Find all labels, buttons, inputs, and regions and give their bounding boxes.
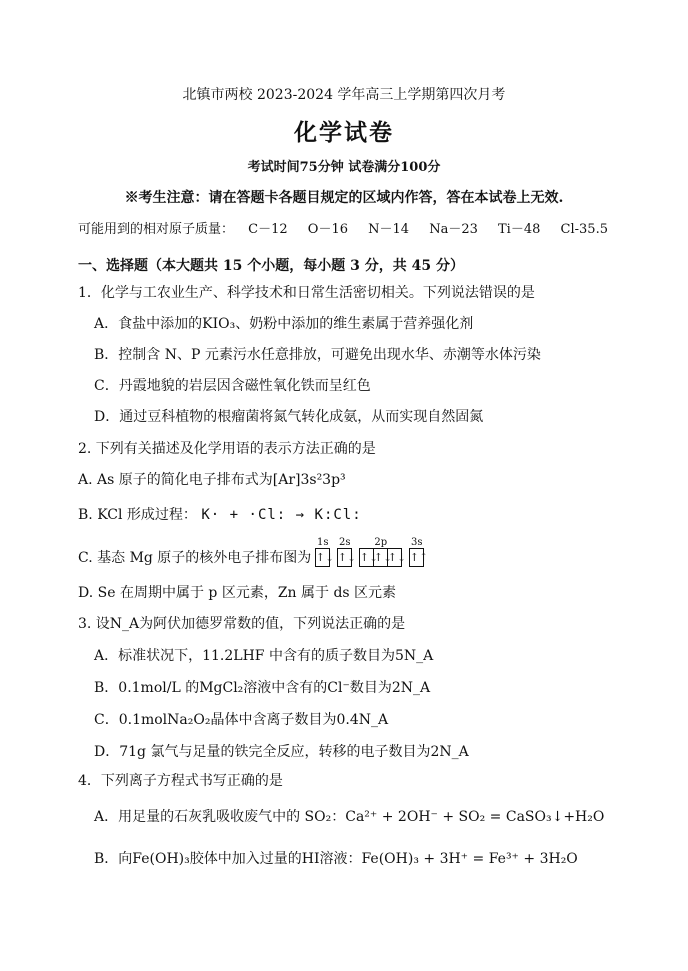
option-c-prefix: C. 基态 Mg 原子的核外电子排布图为	[78, 550, 312, 566]
school-line: 北镇市两校 2023-2024 学年高三上学期第四次月考	[182, 87, 506, 103]
question-4-option-b: B．向Fe(OH)₃胶体中加入过量的HI溶液：Fe(OH)₃ + 3H⁺ = Fe³⁺ + 3H₂O	[94, 851, 578, 867]
section-heading: 一、选择题（本大题共 15 个小题，每小题 3 分，共 45 分）	[78, 258, 464, 274]
question-3-option-c: C．0.1molNa₂O₂晶体中含离子数目为0.4N_A	[94, 712, 389, 728]
question-1-option-d: D．通过豆科植物的根瘤菌将氮气转化成氨，从而实现自然固氮	[94, 409, 484, 425]
mass-item: C－12	[248, 222, 288, 237]
question-2-stem: 2. 下列有关描述及化学用语的表示方法正确的是	[78, 441, 376, 457]
question-2-option-a: A. As 原子的简化电子排布式为[Ar]3s²3p³	[78, 472, 346, 488]
question-3-stem: 3. 设N_A为阿伏加德罗常数的值，下列说法正确的是	[78, 616, 406, 632]
orbital-box: ↑↓	[359, 548, 374, 567]
question-3-option-a: A．标准状况下，11.2LHF 中含有的质子数目为5N_A	[94, 648, 434, 664]
question-1-option-c: C．丹霞地貌的岩层因含磁性氧化铁而呈红色	[94, 378, 371, 394]
question-2-option-d: D. Se 在周期中属于 p 区元素，Zn 属于 ds 区元素	[78, 585, 397, 601]
question-1-option-a: A．食盐中添加的KIO₃、奶粉中添加的维生素属于营养强化剂	[94, 316, 474, 332]
orbital-group	[315, 537, 335, 567]
question-2-option-b	[78, 504, 362, 524]
question-3-option-b: B．0.1mol/L 的MgCl₂溶液中含有的Cl⁻数目为2N_A	[94, 680, 431, 696]
question-1-option-b: B．控制含 N、P 元素污水任意排放，可避免出现水华、赤潮等水体污染	[94, 347, 541, 363]
question-4-option-a: A．用足量的石灰乳吸收废气中的 SO₂：Ca²⁺ + 2OH⁻ + SO₂ = CaSO₃↓+H₂O	[94, 809, 605, 825]
kcl-formation-formula: K· + ·Cl: → K:Cl:	[201, 507, 362, 523]
atomic-masses	[78, 218, 608, 237]
question-3-option-d: D．71g 氯气与足量的铁完全反应，转移的电子数目为2N_A	[94, 744, 469, 760]
orbital-group	[409, 537, 429, 567]
orbital-label: 1s	[317, 537, 329, 548]
mass-item: O－16	[307, 222, 348, 237]
orbital-label: 2p	[374, 537, 388, 548]
orbital-label: 2s	[339, 537, 351, 548]
orbital-box: ↑↑	[409, 548, 424, 567]
orbital-box: ↑↓	[387, 548, 402, 567]
orbital-group	[359, 537, 407, 567]
mass-item: Cl-35.5	[560, 222, 608, 237]
option-b-prefix: B. KCl 形成过程：	[78, 507, 197, 523]
question-4-stem: 4．下列离子方程式书写正确的是	[78, 773, 283, 789]
atomic-masses-label: 可能用到的相对原子质量：	[78, 222, 235, 237]
mass-item: N－14	[368, 222, 410, 237]
orbital-group	[337, 537, 357, 567]
orbital-box: ↑↓	[373, 548, 388, 567]
mass-item: Na－23	[429, 222, 478, 237]
mass-item: Ti－48	[498, 222, 541, 237]
question-2-option-c	[78, 537, 432, 567]
exam-time-info: 考试时间75分钟 试卷满分100分	[247, 160, 441, 175]
orbital-label: 3s	[411, 537, 423, 548]
question-1-stem: 1．化学与工农业生产、科学技术和日常生活密切相关。下列说法错误的是	[78, 285, 535, 301]
page-title: 化学试卷	[294, 119, 394, 146]
exam-notice: ※考生注意：请在答题卡各题目规定的区域内作答，答在本试卷上无效.	[124, 190, 564, 206]
orbital-box: ↑↓	[337, 548, 352, 567]
orbital-diagram	[315, 537, 432, 567]
orbital-box: ↑↓	[315, 548, 330, 567]
